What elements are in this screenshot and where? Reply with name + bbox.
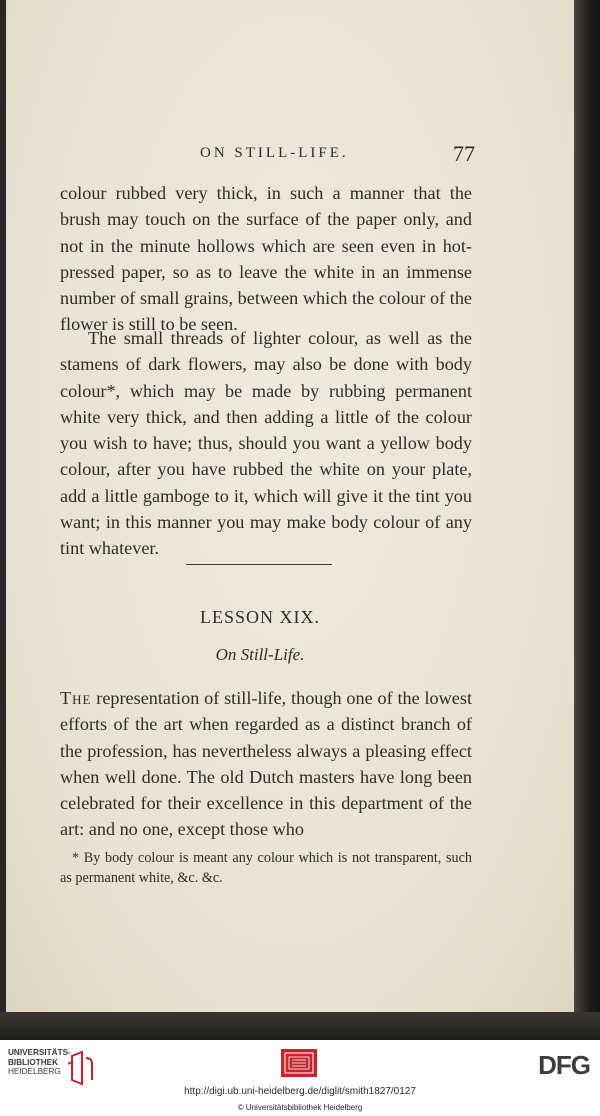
heidelberg-seal-icon[interactable] — [280, 1048, 318, 1078]
permalink-url[interactable]: http://digi.ub.uni-heidelberg.de/diglit/smith1827/0127 — [184, 1086, 416, 1097]
paragraph-lead-word: The — [60, 688, 92, 708]
institution-line: HEIDELBERG — [8, 1067, 61, 1076]
footnote-text: * By body colour is meant any colour which is not transparent, such as permanent white, &c. &c. — [60, 850, 472, 886]
page-bottom-shadow — [0, 1012, 600, 1040]
page-edge-shadow — [574, 0, 600, 1040]
copyright-notice: © Universitätsbibliothek Heidelberg — [237, 1103, 363, 1112]
paragraph-threads — [60, 325, 472, 562]
lesson-subtitle: On Still-Life. — [215, 645, 305, 664]
footnote — [60, 848, 472, 888]
library-emblem-icon — [68, 1050, 94, 1086]
running-title: ON STILL-LIFE. — [200, 145, 349, 161]
paragraph-text — [60, 685, 472, 843]
paragraph-text: The small threads of lighter colour, as well as the stamens of dark flowers, may also be done with body colour*, which may be made by rubbing permanent white very thick, and then adding a little of the colour you wish to have; thus, should you want a yellow body colour, after you have rubbed the white on your plate, add a little gamboge to it, which will give it the tint you want; in this manner you may make body colour of any tint whatever. — [60, 328, 472, 559]
digitization-footer — [0, 1040, 600, 1116]
institution-line: BIBLIOTHEK — [8, 1057, 59, 1067]
lesson-title: LESSON XIX. — [199, 607, 320, 627]
paragraph-body: representation of still-life, though one of the lowest efforts of the art when regarded as a distinct branch of the profession, has nevertheless always a pleasing effect when well done. The old Dutch masters have long been celebrated for their excellence in this department of the art: and no one, except those who — [60, 688, 472, 840]
paragraph-text: colour rubbed very thick, in such a manner that the brush may touch on the surface of the paper only, and not in the minute hollows which are seen even in hot-pressed paper, so as to leave the white in an immense number of small grains, between which the colour of the flower is still to be seen. — [60, 183, 472, 335]
institution-name — [8, 1048, 71, 1077]
running-header — [60, 141, 475, 169]
paragraph-continued — [60, 180, 472, 338]
institution-line: UNIVERSITÄTS- — [8, 1048, 71, 1057]
section-divider — [186, 564, 332, 565]
page-number: 77 — [453, 141, 475, 166]
university-library-logo[interactable] — [8, 1048, 128, 1088]
dfg-logo[interactable]: DFG — [538, 1050, 590, 1080]
paragraph-still-life — [60, 685, 472, 843]
